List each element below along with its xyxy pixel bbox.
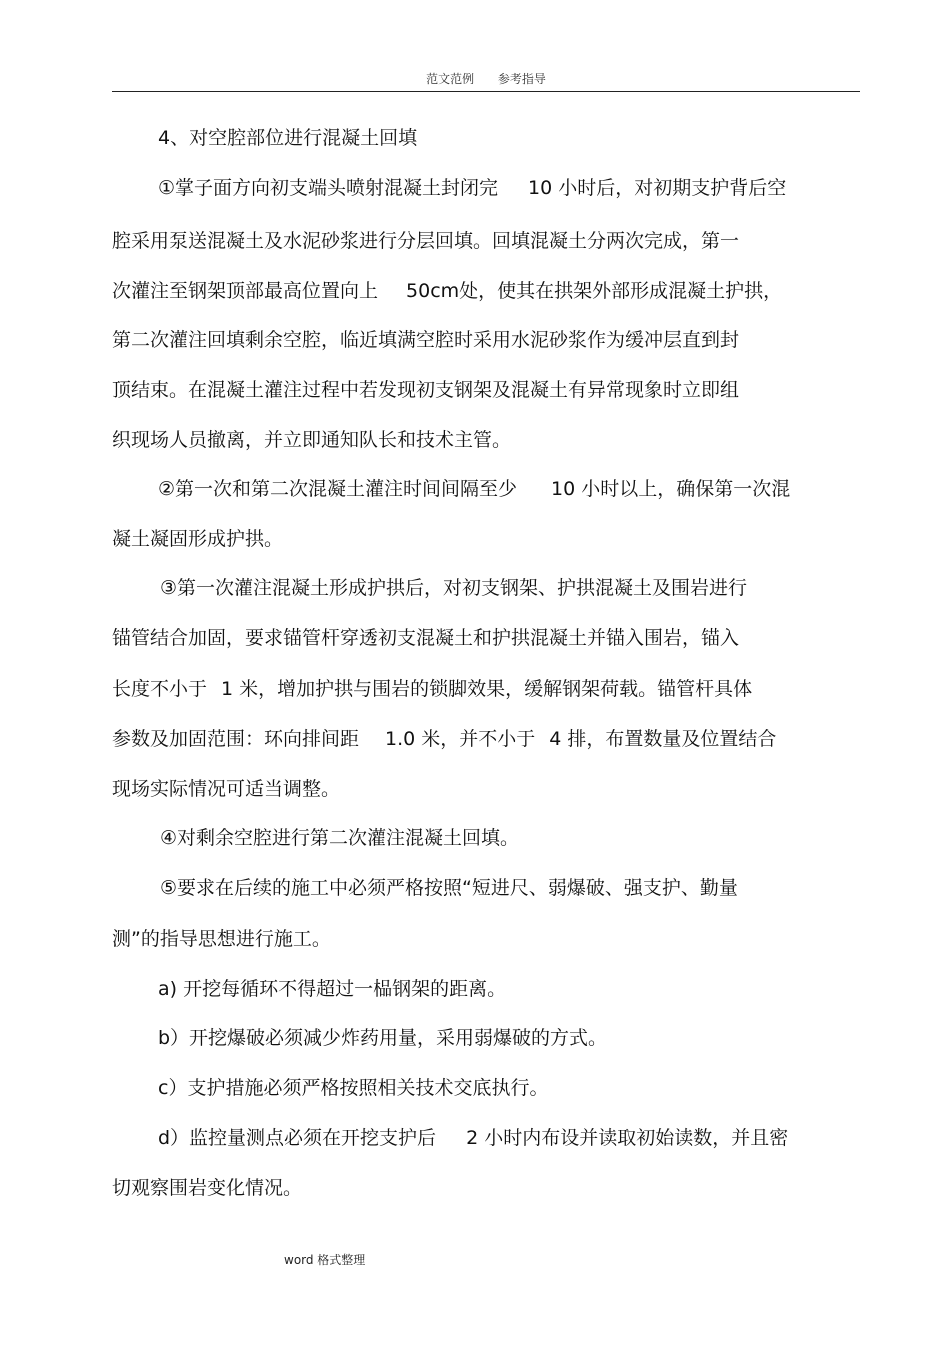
paragraph-line [160, 875, 738, 901]
text-run: b）开挖爆破必须减少炸药用量，采用弱爆破的方式。 [158, 1027, 608, 1049]
text-run: ①掌子面方向初支端头喷射混凝土封闭完 [158, 177, 499, 199]
text-run: ④对剩余空腔进行第二次灌注混凝土回填。 [160, 827, 520, 849]
text-run: a) 开挖每循环不得超过一榀钢架的距离。 [158, 978, 507, 1000]
paragraph-line [160, 825, 519, 851]
text-run: 腔采用泵送混凝土及水泥砂浆进行分层回填。回填混凝土分两次完成，第一 [112, 230, 740, 252]
text-run: ⑤要求在后续的施工中必须严格按照“短进尺、弱爆破、强支护、勤量 [160, 877, 738, 899]
paragraph-line [112, 228, 739, 254]
text-run: 现场实际情况可适当调整。 [112, 778, 341, 800]
list-item [158, 1025, 607, 1051]
paragraph-line [112, 926, 331, 952]
text-run: ③第一次灌注混凝土形成护拱后，对初支钢架、护拱混凝土及围岩进行 [160, 577, 748, 599]
paragraph-line [112, 776, 340, 802]
list-item [158, 976, 506, 1002]
text-run: 4 排，布置数量及位置结合 [549, 728, 777, 750]
header-divider [112, 91, 860, 92]
text-run: 锚管结合加固，要求锚管杆穿透初支混凝土和护拱混凝土并锚入围岩，锚入 [112, 627, 740, 649]
text-run: 凝土凝固形成护拱。 [112, 528, 284, 550]
text-run: 测”的指导思想进行施工。 [112, 928, 331, 950]
footer-text: word 格式整理 [284, 1253, 366, 1267]
paragraph-line [160, 575, 747, 601]
paragraph-line [112, 327, 739, 353]
text-run: 参数及加固范围：环向排间距 [112, 728, 360, 750]
text-run: 第二次灌注回填剩余空腔，临近填满空腔时采用水泥砂浆作为缓冲层直到封 [112, 329, 740, 351]
paragraph-line [112, 1175, 302, 1201]
list-item [158, 1125, 788, 1151]
text-run: 顶结束。在混凝土灌注过程中若发现初支钢架及混凝土有异常现象时立即组 [112, 379, 740, 401]
paragraph-line [112, 726, 776, 752]
page-footer [284, 1251, 365, 1268]
paragraph-line [112, 526, 283, 552]
text-run: 50cm处，使其在拱架外部形成混凝土护拱， [406, 280, 783, 302]
page-header [112, 70, 860, 87]
text-run: c）支护措施必须严格按照相关技术交底执行。 [158, 1077, 549, 1099]
heading-text: 4、对空腔部位进行混凝土回填 [158, 127, 418, 149]
header-right-text: 参考指导 [497, 72, 546, 86]
section-heading [158, 125, 417, 151]
header-left-text: 范文范例 [426, 72, 475, 86]
paragraph-line [112, 427, 511, 453]
paragraph-line [112, 377, 739, 403]
text-run: 1.0 米，并不小于 [385, 728, 536, 750]
text-run: d）监控量测点必须在开挖支护后 [158, 1127, 437, 1149]
paragraph-line [112, 625, 739, 651]
paragraph-line [158, 175, 786, 201]
text-run: 10 小时后，对初期支护背后空 [528, 177, 787, 199]
text-run: 织现场人员撤离，并立即通知队长和技术主管。 [112, 429, 512, 451]
paragraph-line [112, 676, 752, 702]
text-run: ②第一次和第二次混凝土灌注时间间隔至少 [158, 478, 518, 500]
text-run: 次灌注至钢架顶部最高位置向上 [112, 280, 379, 302]
text-run: 切观察围岩变化情况。 [112, 1177, 303, 1199]
text-run: 2 小时内布设并读取初始读数，并且密 [466, 1127, 789, 1149]
text-run: 长度不小于 [112, 678, 208, 700]
text-run: 1 米，增加护拱与围岩的锁脚效果，缓解钢架荷载。锚管杆具体 [221, 678, 753, 700]
text-run: 10 小时以上，确保第一次混 [551, 478, 791, 500]
paragraph-line [158, 476, 790, 502]
paragraph-line [112, 278, 782, 304]
list-item [158, 1075, 548, 1101]
